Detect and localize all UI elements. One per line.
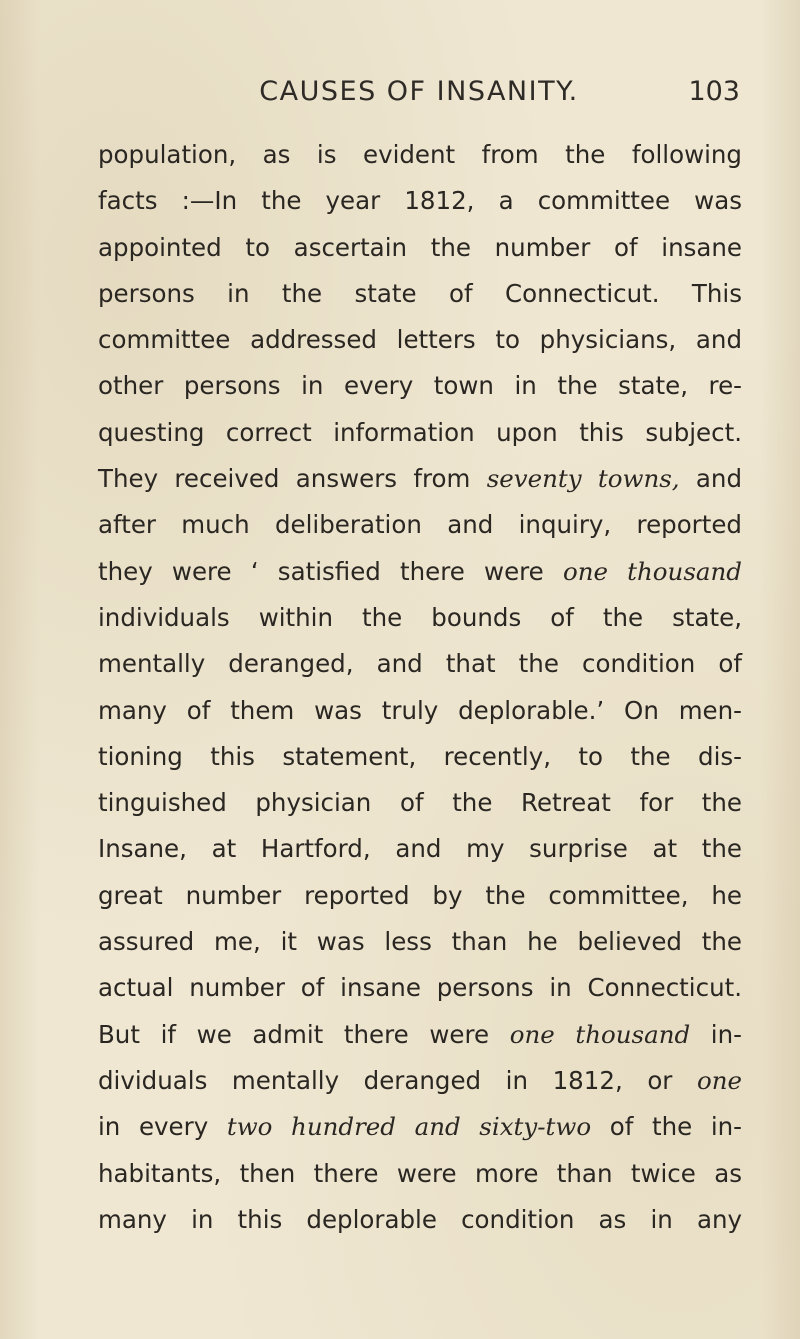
text-segment: they were ‘ satisfied there were xyxy=(98,556,563,586)
text-segment: Insane, at Hartford, and my surprise at the xyxy=(98,834,742,864)
text-line xyxy=(98,1058,742,1104)
text-line xyxy=(98,132,742,178)
text-line xyxy=(98,456,742,502)
text-segment: actual number of insane persons in Connecticut. xyxy=(98,973,742,1003)
text-line xyxy=(98,641,742,687)
text-line xyxy=(98,1012,742,1058)
text-segment: persons in the state of Connecticut. This xyxy=(98,278,742,308)
text-line xyxy=(98,688,742,734)
body-text xyxy=(98,132,742,1243)
text-line xyxy=(98,780,742,826)
text-segment: But if we admit there were xyxy=(98,1019,510,1049)
text-line xyxy=(98,549,742,595)
text-segment: individuals within the bounds of the state, xyxy=(98,602,742,632)
text-segment: of the in- xyxy=(591,1112,742,1142)
text-segment: many in this deplorable condition as in any xyxy=(98,1204,742,1234)
text-line xyxy=(98,919,742,965)
text-line xyxy=(98,826,742,872)
text-line xyxy=(98,271,742,317)
text-line xyxy=(98,410,742,456)
text-line xyxy=(98,225,742,271)
text-segment: facts :—In the year 1812, a committee was xyxy=(98,186,742,216)
italic-text: seventy towns, xyxy=(486,464,680,494)
text-segment: tioning this statement, recently, to the dis- xyxy=(98,741,742,771)
text-segment: tinguished physician of the Retreat for the xyxy=(98,788,742,818)
text-segment: questing correct information upon this subject. xyxy=(98,417,742,447)
text-line xyxy=(98,317,742,363)
text-segment: assured me, it was less than he believed the xyxy=(98,927,742,957)
text-segment: and xyxy=(679,464,743,494)
text-segment: after much deliberation and inquiry, reported xyxy=(98,510,742,540)
text-segment: dividuals mentally deranged in 1812, or xyxy=(98,1065,697,1095)
text-segment: great number reported by the committee, he xyxy=(98,880,742,910)
text-segment: in- xyxy=(690,1019,742,1049)
page-number: 103 xyxy=(688,76,740,107)
text-line xyxy=(98,595,742,641)
text-segment: other persons in every town in the state, re- xyxy=(98,371,742,401)
italic-text: two hundred and sixty-two xyxy=(226,1112,592,1142)
text-line xyxy=(98,1197,742,1243)
text-line xyxy=(98,502,742,548)
italic-text: one thousand xyxy=(509,1019,691,1049)
text-line xyxy=(98,178,742,224)
text-line xyxy=(98,965,742,1011)
running-title: CAUSES OF INSANITY. xyxy=(259,76,579,107)
text-line xyxy=(98,1151,742,1197)
text-segment: habitants, then there were more than twice as xyxy=(98,1158,742,1188)
text-line xyxy=(98,873,742,919)
italic-text: one thousand xyxy=(562,556,742,586)
text-line xyxy=(98,734,742,780)
text-segment: in every xyxy=(98,1112,227,1142)
text-segment: appointed to ascertain the number of insane xyxy=(98,232,742,262)
italic-text: one xyxy=(696,1065,742,1095)
text-segment: population, as is evident from the following xyxy=(98,140,742,169)
text-segment: mentally deranged, and that the condition of xyxy=(98,649,742,679)
text-segment: committee addressed letters to physicians, and xyxy=(98,325,742,355)
text-segment: They received answers from xyxy=(98,464,487,494)
text-line xyxy=(98,363,742,409)
text-line xyxy=(98,1104,742,1150)
text-segment: many of them was truly deplorable.’ On men- xyxy=(98,695,742,725)
running-head xyxy=(98,70,740,114)
